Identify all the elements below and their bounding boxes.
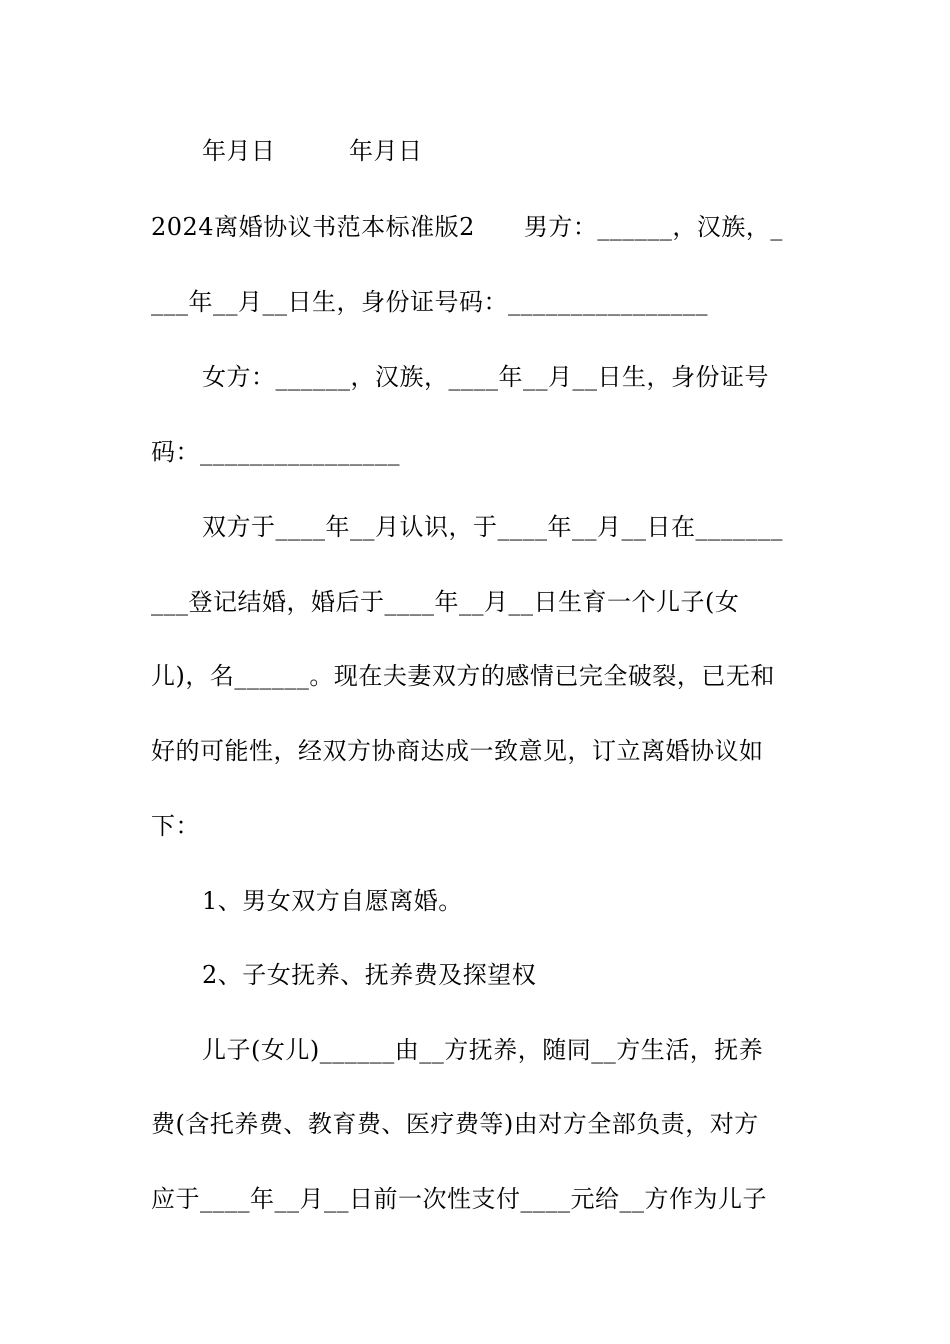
- title-and-male-party-line: 2024离婚协议书范本标准版2 男方：______，汉族，_: [151, 213, 783, 241]
- paragraph-line: 双方于____年__月认识，于____年__月__日在_______: [202, 513, 783, 541]
- clause-2-heading: 2、子女抚养、抚养费及探望权: [202, 961, 537, 989]
- clause-1: 1、男女双方自愿离婚。: [202, 887, 463, 915]
- female-party-id-line: 码：________________: [151, 438, 400, 466]
- clause-2-body-line: 费(含托养费、教育费、医疗费等)由对方全部负责，对方: [151, 1110, 759, 1138]
- paragraph-line: 儿)，名______。现在夫妻双方的感情已完全破裂，已无和: [151, 662, 775, 690]
- male-party-birth-id-line: ___年__月__日生，身份证号码：________________: [151, 288, 708, 316]
- paragraph-line: 下：: [151, 812, 200, 840]
- female-party-line: 女方：______，汉族，____年__月__日生，身份证号: [202, 363, 769, 391]
- clause-2-body-line: 应于____年__月__日前一次性支付____元给__方作为儿子: [151, 1185, 767, 1213]
- paragraph-line: 好的可能性，经双方协商达成一致意见，订立离婚协议如: [151, 737, 764, 765]
- clause-2-body-line: 儿子(女儿)______由__方抚养，随同__方生活，抚养: [202, 1036, 764, 1064]
- date-line: 年月日 年月日: [202, 137, 423, 165]
- paragraph-line: ___登记结婚，婚后于____年__月__日生育一个儿子(女: [151, 588, 740, 616]
